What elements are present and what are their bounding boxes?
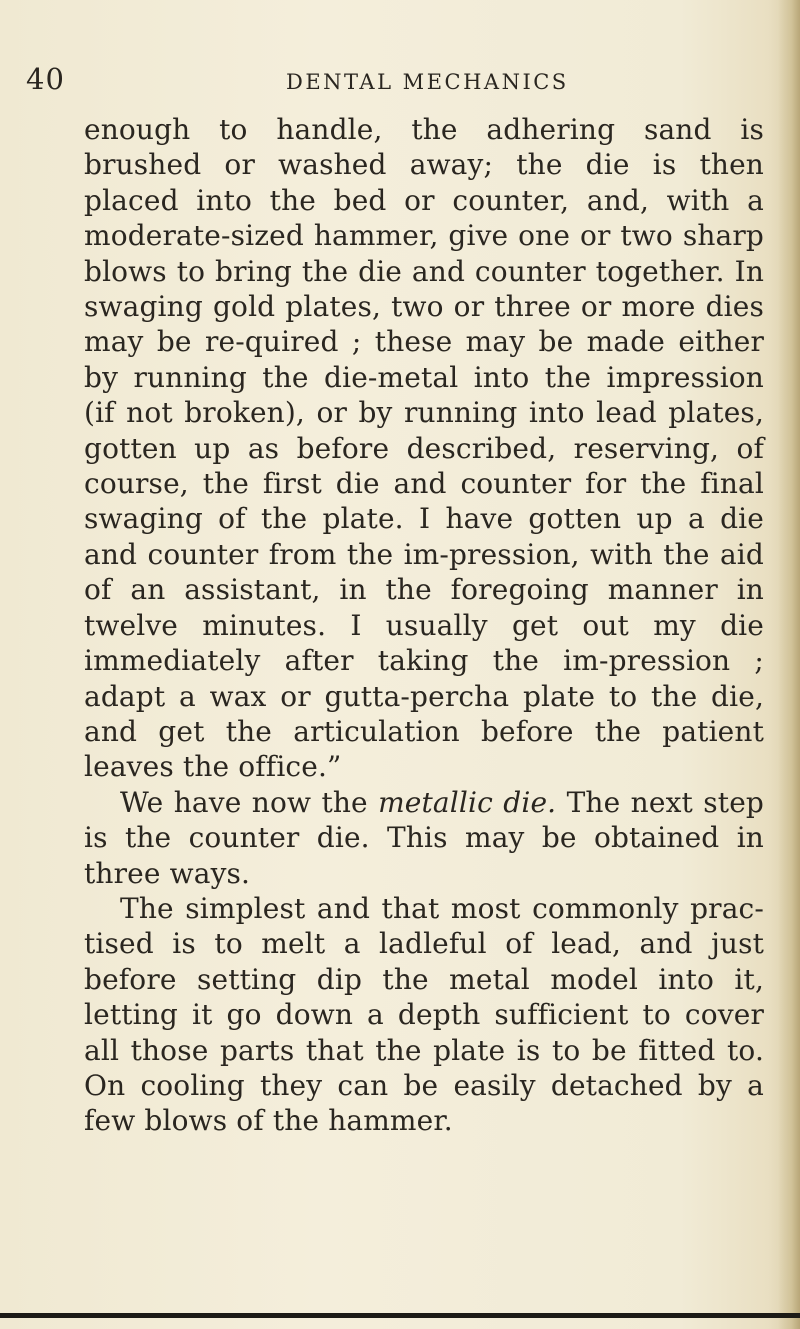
page-number: 40 bbox=[26, 62, 65, 96]
paragraph-text-end: The next step is the counter die. This may be obtained in three ways. bbox=[84, 785, 764, 890]
running-title: DENTAL MECHANICS bbox=[286, 70, 569, 94]
paragraph-metallic-die bbox=[84, 785, 764, 891]
italic-term: metallic die. bbox=[378, 785, 557, 819]
paragraph-text-start: We have now the bbox=[120, 785, 379, 819]
bottom-rule bbox=[0, 1313, 800, 1318]
page-edge-shadow bbox=[778, 0, 800, 1329]
paragraph-continued: enough to handle, the adhering sand is brushed or washed away; the die is then placed into the bed or counter, and, with a moderate-sized hammer, give one or two sharp blows to bring the die and counter together. In swaging gold plates, two or three or more dies may be re-quired ; these may be made either by running the die-metal into the impression (if not broken), or by running into lead plates, gotten up as before described, reserving, of course, the first die and counter for the final swaging of the plate. I have gotten up a die and counter from the im-pression, with the aid of an assistant, in the foregoing manner in twelve minutes. I usually get out my die immediately after taking the im-pression ; adapt a wax or gutta-percha plate to the die, and get the articulation before the patient leaves the office.” bbox=[84, 113, 764, 784]
paragraph-counter-die-method: The simplest and that most commonly prac-tised is to melt a ladleful of lead, and just before setting dip the metal model into it, letting it go down a depth sufficient to cover all those parts that the plate is to be fitted to. On cooling they can be easily detached by a few blows of the hammer. bbox=[84, 891, 764, 1138]
body-text bbox=[84, 112, 764, 1139]
running-head bbox=[26, 62, 746, 106]
